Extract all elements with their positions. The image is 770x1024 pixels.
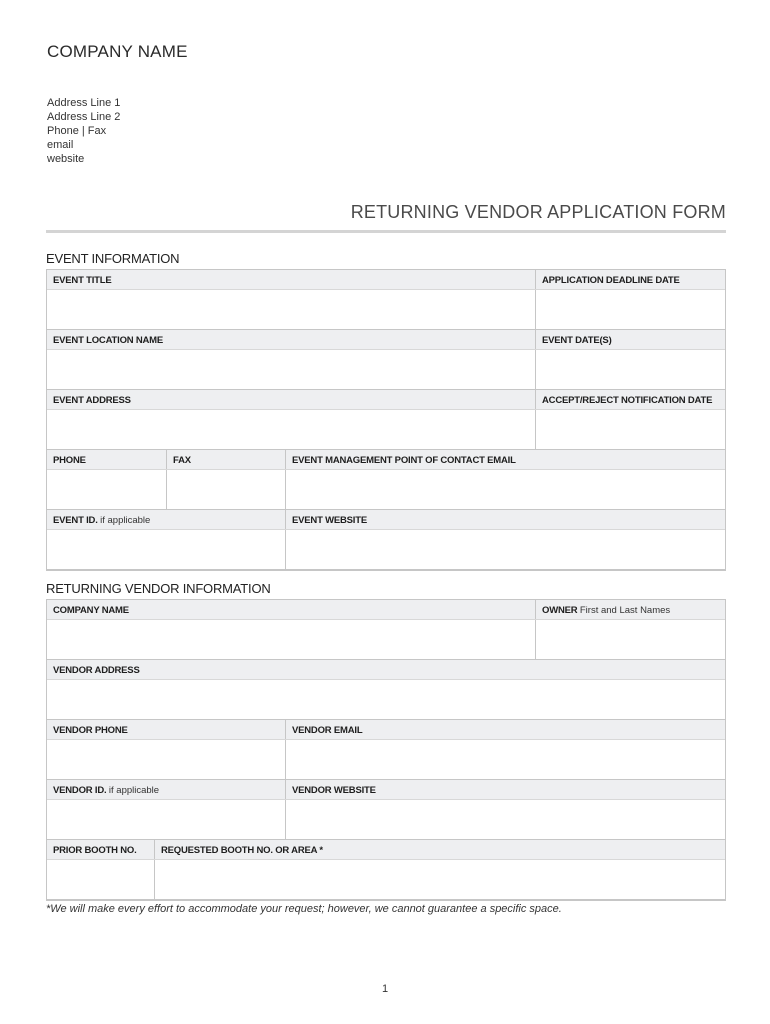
poc-email-label: EVENT MANAGEMENT POINT OF CONTACT EMAIL xyxy=(285,450,725,469)
vendor-contact-input-row xyxy=(47,739,725,779)
event-section-title: EVENT INFORMATION xyxy=(46,251,180,266)
vendor-id-field[interactable] xyxy=(47,800,285,839)
event-address-header-row xyxy=(47,389,725,409)
event-id-label xyxy=(47,510,285,529)
vendor-company-input-row xyxy=(47,619,725,659)
application-deadline-label: APPLICATION DEADLINE DATE xyxy=(535,270,725,289)
vendor-phone-label: VENDOR PHONE xyxy=(47,720,285,739)
event-dates-field[interactable] xyxy=(535,350,725,389)
event-location-name-label: EVENT LOCATION NAME xyxy=(47,330,535,349)
owner-note: First and Last Names xyxy=(579,605,671,616)
booth-request-footnote: *We will make every effort to accommodate your request; however, we cannot guarantee a specific space. xyxy=(46,903,562,915)
form-title: RETURNING VENDOR APPLICATION FORM xyxy=(350,202,726,222)
owner-label-text: OWNER xyxy=(542,605,578,616)
vendor-company-name-field[interactable] xyxy=(47,620,535,659)
event-contact-header-row xyxy=(47,449,725,469)
vendor-company-name-label: COMPANY NAME xyxy=(47,600,535,619)
event-id-input-row xyxy=(47,529,725,569)
vendor-email-field[interactable] xyxy=(285,740,725,779)
event-title-field[interactable] xyxy=(47,290,535,329)
poc-email-field[interactable] xyxy=(285,470,725,509)
vendor-phone-field[interactable] xyxy=(47,740,285,779)
event-address-label: EVENT ADDRESS xyxy=(47,390,535,409)
event-id-field[interactable] xyxy=(47,530,285,569)
event-contact-input-row xyxy=(47,469,725,509)
event-id-label-text: EVENT ID. xyxy=(53,515,98,526)
event-address-field[interactable] xyxy=(47,410,535,449)
prior-booth-label: PRIOR BOOTH NO. xyxy=(47,840,154,859)
vendor-contact-header-row xyxy=(47,719,725,739)
vendor-section-title: RETURNING VENDOR INFORMATION xyxy=(46,581,271,596)
vendor-website-label: VENDOR WEBSITE xyxy=(285,780,725,799)
vendor-address-header-row xyxy=(47,659,725,679)
event-title-header-row xyxy=(47,270,725,289)
event-location-name-field[interactable] xyxy=(47,350,535,389)
phone-label: PHONE xyxy=(47,450,166,469)
vendor-website-field[interactable] xyxy=(285,800,725,839)
event-dates-label: EVENT DATE(S) xyxy=(535,330,725,349)
vendor-address-field[interactable] xyxy=(47,680,725,719)
fax-field[interactable] xyxy=(166,470,285,509)
event-location-header-row xyxy=(47,329,725,349)
company-address-block xyxy=(47,96,120,166)
event-title-input-row xyxy=(47,289,725,329)
prior-booth-field[interactable] xyxy=(47,860,154,899)
phone-field[interactable] xyxy=(47,470,166,509)
page-number: 1 xyxy=(381,983,389,995)
vendor-id-note: if applicable xyxy=(108,785,160,796)
event-id-note: if applicable xyxy=(100,515,151,526)
vendor-id-label-text: VENDOR ID. xyxy=(53,785,107,796)
event-id-header-row xyxy=(47,509,725,529)
event-location-input-row xyxy=(47,349,725,389)
accept-reject-date-field[interactable] xyxy=(535,410,725,449)
requested-booth-label: REQUESTED BOOTH NO. OR AREA * xyxy=(154,840,725,859)
application-deadline-field[interactable] xyxy=(535,290,725,329)
address-line-2: Address Line 2 xyxy=(47,111,121,123)
company-email: email xyxy=(47,139,74,151)
title-divider xyxy=(46,230,726,233)
vendor-address-input-row xyxy=(47,679,725,719)
address-line-1: Address Line 1 xyxy=(47,97,121,109)
vendor-id-label xyxy=(47,780,285,799)
fax-label: FAX xyxy=(166,450,285,469)
event-address-input-row xyxy=(47,409,725,449)
event-information-table xyxy=(46,269,726,571)
event-website-field[interactable] xyxy=(285,530,725,569)
vendor-company-header-row xyxy=(47,600,725,619)
owner-field[interactable] xyxy=(535,620,725,659)
booth-header-row xyxy=(47,839,725,859)
vendor-address-label: VENDOR ADDRESS xyxy=(47,660,725,679)
requested-booth-field[interactable] xyxy=(154,860,725,899)
phone-fax: Phone | Fax xyxy=(47,125,107,137)
company-website: website xyxy=(47,153,85,165)
accept-reject-date-label: ACCEPT/REJECT NOTIFICATION DATE xyxy=(535,390,725,409)
company-name: COMPANY NAME xyxy=(47,42,188,61)
owner-label xyxy=(535,600,725,619)
vendor-email-label: VENDOR EMAIL xyxy=(285,720,725,739)
event-title-label: EVENT TITLE xyxy=(47,270,535,289)
event-website-label: EVENT WEBSITE xyxy=(285,510,725,529)
booth-input-row xyxy=(47,859,725,899)
vendor-information-table xyxy=(46,599,726,901)
vendor-id-input-row xyxy=(47,799,725,839)
vendor-id-header-row xyxy=(47,779,725,799)
